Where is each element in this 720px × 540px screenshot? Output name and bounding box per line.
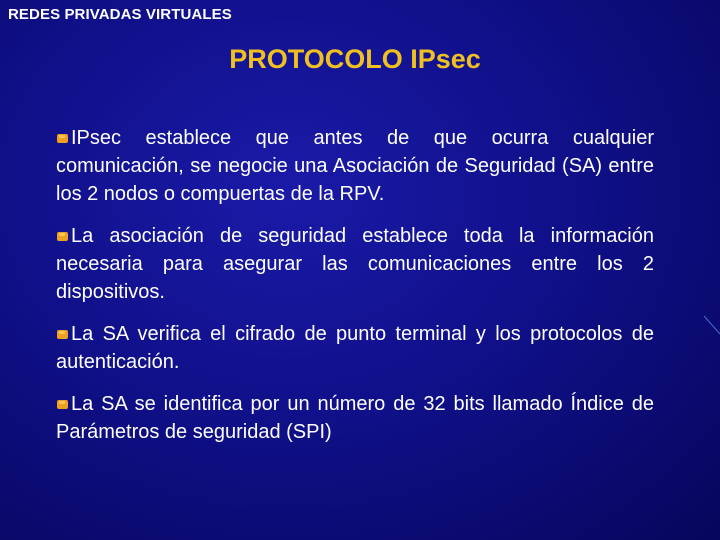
- bullet-text: La SA verifica el cifrado de punto terminal y los protocolos de autenticación.: [56, 323, 654, 373]
- square-bullet-icon: [56, 231, 69, 242]
- square-bullet-icon: [56, 133, 69, 144]
- bullet-item: [56, 320, 654, 376]
- bullet-text: La SA se identifica por un número de 32 bits llamado Índice de Parámetros de seguridad (SPI): [56, 393, 654, 443]
- square-bullet-icon: [56, 329, 69, 340]
- square-bullet-icon: [56, 399, 69, 410]
- slide-title: PROTOCOLO IPsec: [229, 44, 481, 74]
- bullet-text: La asociación de seguridad establece toda la información necesaria para asegurar las comunicaciones entre los 2 dispositivos.: [56, 225, 654, 303]
- presentation-header: REDES PRIVADAS VIRTUALES: [8, 6, 232, 23]
- bullet-list: [56, 124, 654, 460]
- bullet-item: [56, 222, 654, 306]
- bullet-text: IPsec establece que antes de que ocurra cualquier comunicación, se negocie una Asociación de Seguridad (SA) entre los 2 nodos o compuertas de la RPV.: [56, 127, 654, 205]
- bullet-item: [56, 390, 654, 446]
- decorative-line: [700, 314, 720, 354]
- bullet-item: [56, 124, 654, 208]
